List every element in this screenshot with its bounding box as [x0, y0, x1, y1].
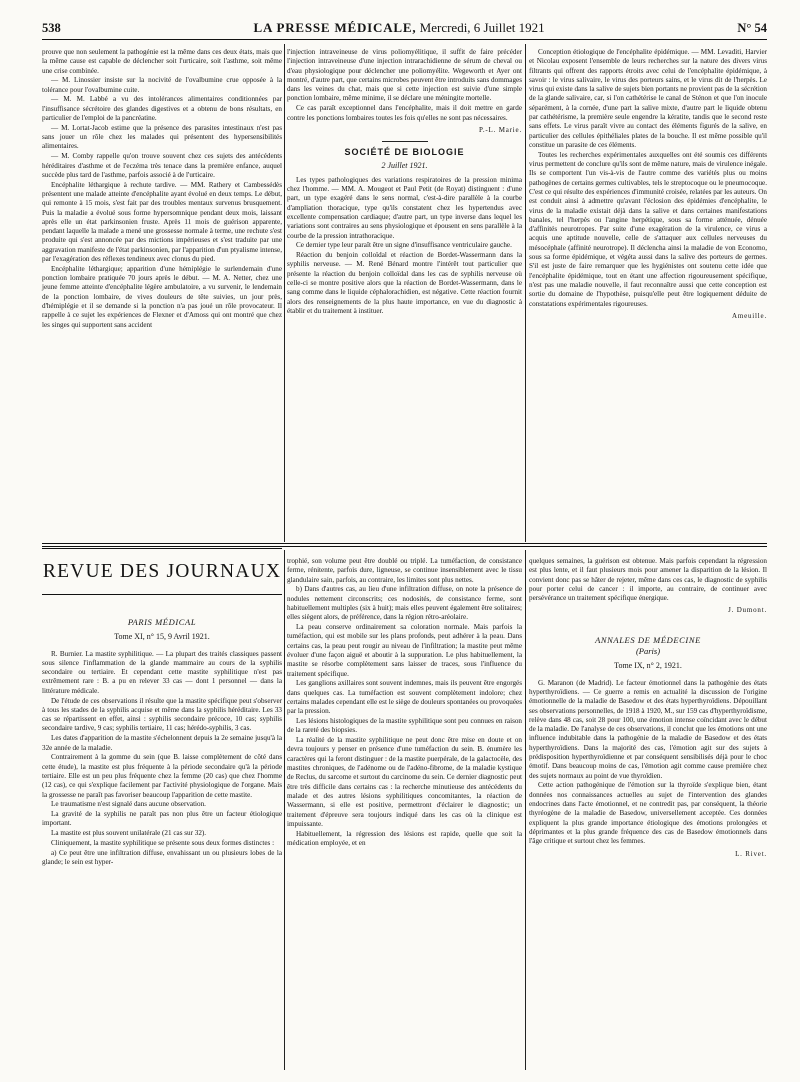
author-signature: Ameuille. [732, 311, 767, 320]
journal-masthead [253, 20, 544, 36]
paragraph: Ce dernier type leur paraît être un signe d'insuffisance ventriculaire gauche. [296, 241, 512, 250]
author-signature: P.-L. Marie. [478, 125, 522, 134]
paragraph: Encéphalite léthargique à rechute tardive. — MM. Rathery et Cambessédès présentent une malade atteinte d'encéphalite ayant évolué en deux temps. Le début, qui remonte à 15 mois, s'est fait par des troubles mentaux survenus brusquement. Puis la maladie a évolué sous forme hypersomnique pendant deux mois, laissant après elle un état parkinsonien fruste. Après 11 mois de guérison apparente, pendant laquelle la malade a mené une grossesse normale à terme, une rechute s'est produite qui s'est annoncée par des mictions impérieuses et s'est traduite par une aggravation manifeste de l'état parkinsonien, par l'apparition d'un ptyalisme intense, par l'exagération des réflexes tendineux avec clonus du pied. [42, 180, 282, 264]
revue-title: REVUE DES JOURNAUX [42, 548, 282, 595]
paragraph: b) Dans d'autres cas, au lieu d'une infiltration diffuse, on note la présence de nodules nettement circonscrits; ces nodosités, de consistance ferme, sont habituellement multiples (six à huit); mais elles peuvent également être solitaires; elles siègent alors, de préférence, dans la région rétro-aréolaire. [287, 585, 522, 622]
paragraph: G. Maranon (de Madrid). Le facteur émotionnel dans la pathogénie des états hyperthyroïdiens. — Ce guerre a remis en actualité la discussion de l'origine émotionnelle de la maladie de Basedow et des états hyperthyroïdiens. Dépouillant ses observations personnelles, de 1918 à 1920, M., sur 159 cas d'hyperthyroïdisme, relève dans 48 cas, soit 28 pour 100, une émotion intense coïncidant avec le début de la maladie. De l'analyse de ces observations, il conclut que les émotions ont une influence indubitable dans la pathogénie de la maladie de Basedow et des états hyperthyroïdiens. Dans la majorité des cas, l'émotion agit sur des sujets à prédisposition hyperthyroïdienne et par conséquent sensibilisés déjà pour le choc émotif. Dans beaucoup moins de cas, l'émotion agit comme cause première chez des sujets normaux au point de vue thyroïdien. [529, 678, 767, 780]
section-rule [382, 141, 428, 142]
section-divider-thin [42, 546, 767, 547]
paragraph: — M. Linossier insiste sur la nocivité de l'ovalbumine crue opposée à la tolérance pour l'ovalbumine cuite. [42, 76, 282, 94]
paragraph: Toutes les recherches expérimentales auxquelles ont été soumis ces différents virus permettent de conclure qu'ils sont de même nature, mais de virulence inégale. Ils se comportent l'un vis-à-vis de l'autre comme des variétés plus ou moins pathogènes de certains germes cultivables, tels le streptocoque ou le pneumocoque. C'est ce qui résulte des expériences d'immunité croisée, relatées par les auteurs. On est conduit ainsi à admettre qu'avant l'éclosion des épidémies d'encéphalite, le virus de la maladie existait déjà dans la salive et dans certaines manifestations banales, tel l'herpès ou l'angine herpétique, sous sa forme atténuée, dénuée d'affinités neurotropes. Par suite d'une exagération de la virulence, ce virus a acquis une aptitude nouvelle, celle de s'attaquer aux cellules nerveuses du mésocéphale (affinité neurotrope). Il déclencha ainsi la maladie de von Economo, sous sa forme épidémique, et végéta aussi dans la salive des porteurs de germes. S'il est juste de faire remarquer que les hygiénistes ont soutenu cette idée que l'encéphalite épidémique, tout en étant une affection rigoureusement spécifique, n'est pas une maladie nouvelle, il faut reconnaître aussi que cette conception est sortie du domaine de l'hypothèse, puisqu'elle peut être logiquement déduite de constatations expérimentales rigoureuses. [529, 150, 767, 308]
article-column-2 [287, 48, 522, 317]
paragraph: — M. M. Labbé a vu des intolérances alimentaires conditionnées par l'insuffisance sécrétoire des glandes digestives et a obtenu de bons résultats, en particulier de l'emploi de la pancréatine. [42, 95, 282, 123]
paragraph: Les types pathologiques des variations respiratoires de la pression minima chez l'homme. — MM. A. Mougeot et Paul Petit (de Royat) distinguent : d'une part, un type exagéré dans le sens normal, c'est-à-dire parallèle à la courbe d'ampliation thoracique, type qu'ils constatent chez les hypertendus avec excellente compensation cardiaque; d'autre part, un type inverse dans lequel les variations sont contraires au sens physiologique et épousent en sens parallèle à la courbe de la pression intrathoracique. [287, 175, 522, 240]
section-title: SOCIÉTÉ DE BIOLOGIE [344, 147, 465, 158]
paragraph: La gravité de la syphilis ne paraît pas non plus être un facteur étiologique important. [42, 810, 282, 828]
journal-name: PARIS MÉDICAL [127, 617, 197, 627]
paragraph: Les ganglions axillaires sont souvent indemnes, mais ils peuvent être engorgés dans quelques cas. La tuméfaction est souvent complètement indolore; chez certains malades cependant elle est le siège de douleurs spontanées ou provoquées par la pression. [287, 679, 522, 716]
review-column-2 [287, 557, 522, 849]
paragraph: La peau conserve ordinairement sa coloration normale. Mais parfois la tuméfaction, qui est mobile sur les plans profonds, peut adhérer à la peau. Dans certains cas, la peau peut rougir au niveau de l'infiltration; la mastite peut même évoluer d'une façon aiguë et aboutir à la suppuration. Le plus habituellement, la mastite se résorbe complètement sans laisser de traces, sous l'influence du traitement spécifique. [287, 623, 522, 678]
paragraph: La réalité de la mastite syphilitique ne peut donc être mise en doute et on devra toujours y penser en présence d'une tuméfaction du sein. B. énumère les caractères qui la feront distinguer : de la mastite puerpérale, de la galactocèle, des mastites chroniques, de l'adénome ou de l'adéno-fibrome, de la maladie kystique de Reclus, du sarcome et surtout du carcinome du sein. Ce dernier diagnostic peut être très difficile dans certains cas : la recherche minutieuse des antécédents du malade et des autres lésions syphilitiques concomitantes, la réaction de Wassermann, si elle est positive, permettront d'éclairer le diagnostic; un traitement d'épreuve sera toujours indiqué dans les cas où la clinique est impuissante. [287, 736, 522, 828]
page-number: 538 [42, 21, 61, 35]
review-column-1 [42, 612, 282, 868]
journal-title: LA PRESSE MÉDICALE, [253, 20, 417, 35]
author-signature: L. Rivet. [735, 849, 767, 858]
paragraph: — M. Lortat-Jacob estime que la présence des parasites intestinaux n'est pas sans jouer un rôle chez les malades qui présentent des hypersensibilités alimentaires. [42, 123, 282, 151]
paragraph: Ce cas paraît exceptionnel dans l'encéphalite, mais il doit mettre en garde contre les ponctions lombaires toutes les fois qu'elles ne sont pas nécessaires. [287, 104, 522, 122]
article-column-3 [529, 48, 767, 321]
journal-city: (Paris) [635, 646, 661, 657]
column-divider [525, 550, 526, 1070]
paragraph: Cliniquement, la mastite syphilitique se présente sous deux formes distinctes : [51, 839, 275, 848]
paragraph: a) Ce peut être une infiltration diffuse, envahissant un ou plusieurs lobes de la glande; le sein est hyper- [42, 848, 282, 867]
article-column-1 [42, 48, 282, 330]
journal-volume: Tome IX, n° 2, 1921. [614, 661, 682, 671]
paragraph: R. Burnier. La mastite syphilitique. — La plupart des traités classiques passent sous silence l'inflammation de la glande mammaire au cours de la syphilis secondaire ou tertiaire. Et cependant cette mastite syphilitique n'est pas extrêmement rare : B. a pu en relever 33 cas — dont 1 personnel — dans la littérature médicale. [42, 649, 282, 695]
issue-date: Mercredi, 6 Juillet 1921 [419, 20, 545, 35]
issue-number: N° 54 [737, 21, 767, 35]
paragraph: Les lésions histologiques de la mastite syphilitique sont peu connues en raison de la rareté des biopsies. [287, 717, 522, 735]
paragraph: Les dates d'apparition de la mastite s'échelonnent depuis la 2e semaine jusqu'à la 32e année de la maladie. [42, 734, 282, 752]
paragraph: trophié, son volume peut être doublé ou triplé. La tuméfaction, de consistance ferme, rénitente, parfois dure, ligneuse, se continue insensiblement avec le tissu glandulaire sain, parfois, au contraire, les limites sont plus nettes. [287, 557, 522, 584]
column-divider [525, 44, 526, 542]
column-divider [284, 44, 285, 542]
paragraph: De l'étude de ces observations il résulte que la mastite spécifique peut s'observer à tous les stades de la syphilis acquise et même dans la syphilis héréditaire. Les 33 cas se répartissent en effet, ainsi : syphilis secondaire précoce, 10 cas; syphilis secondaire tardive, 9 cas; syphilis tertiaire, 11 cas; hérédo-syphilis, 3 cas. [42, 696, 282, 733]
page-header [42, 18, 767, 40]
paragraph: Cette action pathogénique de l'émotion sur la thyroïde s'explique bien, étant données nos connaissances actuelles au sujet de l'intervention des glandes endocrines dans l'acte émotionnel, et ne contredit pas, par conséquent, la théorie thyréogène de la maladie de Basedow, universellement acceptée. Ces données expliquent la plus grande importance étiologique des émotions prolongées et déprimantes et la plus grande fréquence des cas de Basedow émotionnels dans l'âge critique et surtout chez les femmes. [529, 781, 767, 846]
paragraph: La mastite est plus souvent unilatérale (21 cas sur 32). [51, 829, 207, 838]
paragraph: Contrairement à la gomme du sein (que B. laisse complètement de côté dans cette étude), la mastite est plus fréquente à la période secondaire qu'à la période tertiaire. Elle est un peu plus fréquente chez la femme (20 cas) que chez l'homme (12 cas), ce qui s'explique facilement par l'activité physiologique de l'organe. Mais la grossesse ne paraît pas favoriser beaucoup l'apparition de cette mastite. [42, 753, 282, 799]
review-column-3 [529, 557, 767, 859]
paragraph: Habituellement, la régression des lésions est rapide, quelle que soit la médication employée, et en [287, 829, 522, 847]
journal-name: ANNALES DE MÉDECINE [595, 634, 701, 645]
section-divider [42, 543, 767, 544]
paragraph: Encéphalite léthargique; apparition d'une hémiplégie le surlendemain d'une ponction lombaire pratiquée 70 jours après le début. — M. A. Netter, chez une jeune femme atteinte d'encéphalite légère ambulatoire, a vu survenir, le lendemain de la ponction lombaire, de vives douleurs de tête suivies, un jour près, d'hémiplégie et il se demande si la ponction n'a pas joué un rôle provocateur. Il rappelle à ce sujet les expériences de Flexner et d'Amoss qui ont montré que chez les singes qui supportent sans accident [42, 264, 282, 329]
paragraph: Le traumatisme n'est signalé dans aucune observation. [51, 800, 206, 809]
paragraph: Conception étiologique de l'encéphalite épidémique. — MM. Levaditi, Harvier et Nicolau exposent l'ensemble de leurs recherches sur la nature des divers virus filtrants qui offrent des rapports étroits avec celui de l'encéphalite épidémique, à savoir : le virus salivaire, le virus des porteurs sains, et le virus dit de l'herpès. Le virus qui existe dans la salive de sujets bien portants ne provient pas de la sécrétion de la glande salivaire, car, si l'on cathétérise le canal de Sténon et que l'on inocule séparément, à la cornée, d'une part la salive mixte, d'autre part le liquide obtenu par cathétérisme, la première seule engendre la kératite, tandis que le second reste sans effets. Le virus paraît vivre au contact des éléments figurés de la salive, en particulier des cellules épithéliales plates de la bouche. Il est même possible qu'il constitue un parasite de ces éléments. [529, 48, 767, 149]
column-divider [284, 550, 285, 1070]
paragraph: prouve que non seulement la pathogénie est la même dans ces deux états, mais que la même cause est capable de déclencher soit l'urticaire, soit l'asthme, soit même une crise combinée. [42, 48, 282, 75]
paragraph: quelques semaines, la guérison est obtenue. Mais parfois cependant la régression est plus lente, et il faut plusieurs mois pour amener la disparition de la lésion. Il convient donc pas se hâter de rejeter, même dans ces cas, le diagnostic de syphilis pour porter celui de cancer : il importe, au contraire, de continuer avec persévérance un traitement spécifique énergique. [529, 557, 767, 603]
paragraph: Réaction du benjoin colloïdal et réaction de Bordet-Wassermann dans la syphilis nerveuse. — M. René Bénard montre l'intérêt tout particulier que présente la réaction du benjoin colloïdal dans les cas de syphilis nerveuse où celle-ci se montre positive alors que la réaction de Bordet-Wassermann, dans le sang comme dans le liquide céphalorachidien, est négative. Cette réaction fournit alors des renseignements de la plus haute importance, en vue du diagnostic à établir et du traitement à instituer. [287, 251, 522, 315]
section-date: 2 Juillet 1921. [381, 161, 428, 171]
paragraph: l'injection intraveineuse de virus poliomyélitique, il suffit de faire précéder l'injection intraveineuse d'une injection intrarachidienne de sérum de cheval ou d'eau physiologique pour déclencher une poliomyélite. Wegeworth et Ayer ont montré, d'autre part, que certains microbes peuvent être introduits sans dommages dans les veines du chat, mais que si cette injection est suivie d'une simple ponction lombaire, même minime, il se déclare une méningite mortelle. [287, 48, 522, 103]
paragraph: — M. Comby rappelle qu'on trouve souvent chez ces sujets des antécédents héréditaires d'asthme et de l'eczéma très tenace dans la première enfance, auquel succède plus tard de l'asthme, parfois associé à de l'urticaire. [42, 152, 282, 179]
journal-volume: Tome XI, n° 15, 9 Avril 1921. [114, 632, 210, 642]
author-signature: J. Dumont. [728, 606, 767, 615]
